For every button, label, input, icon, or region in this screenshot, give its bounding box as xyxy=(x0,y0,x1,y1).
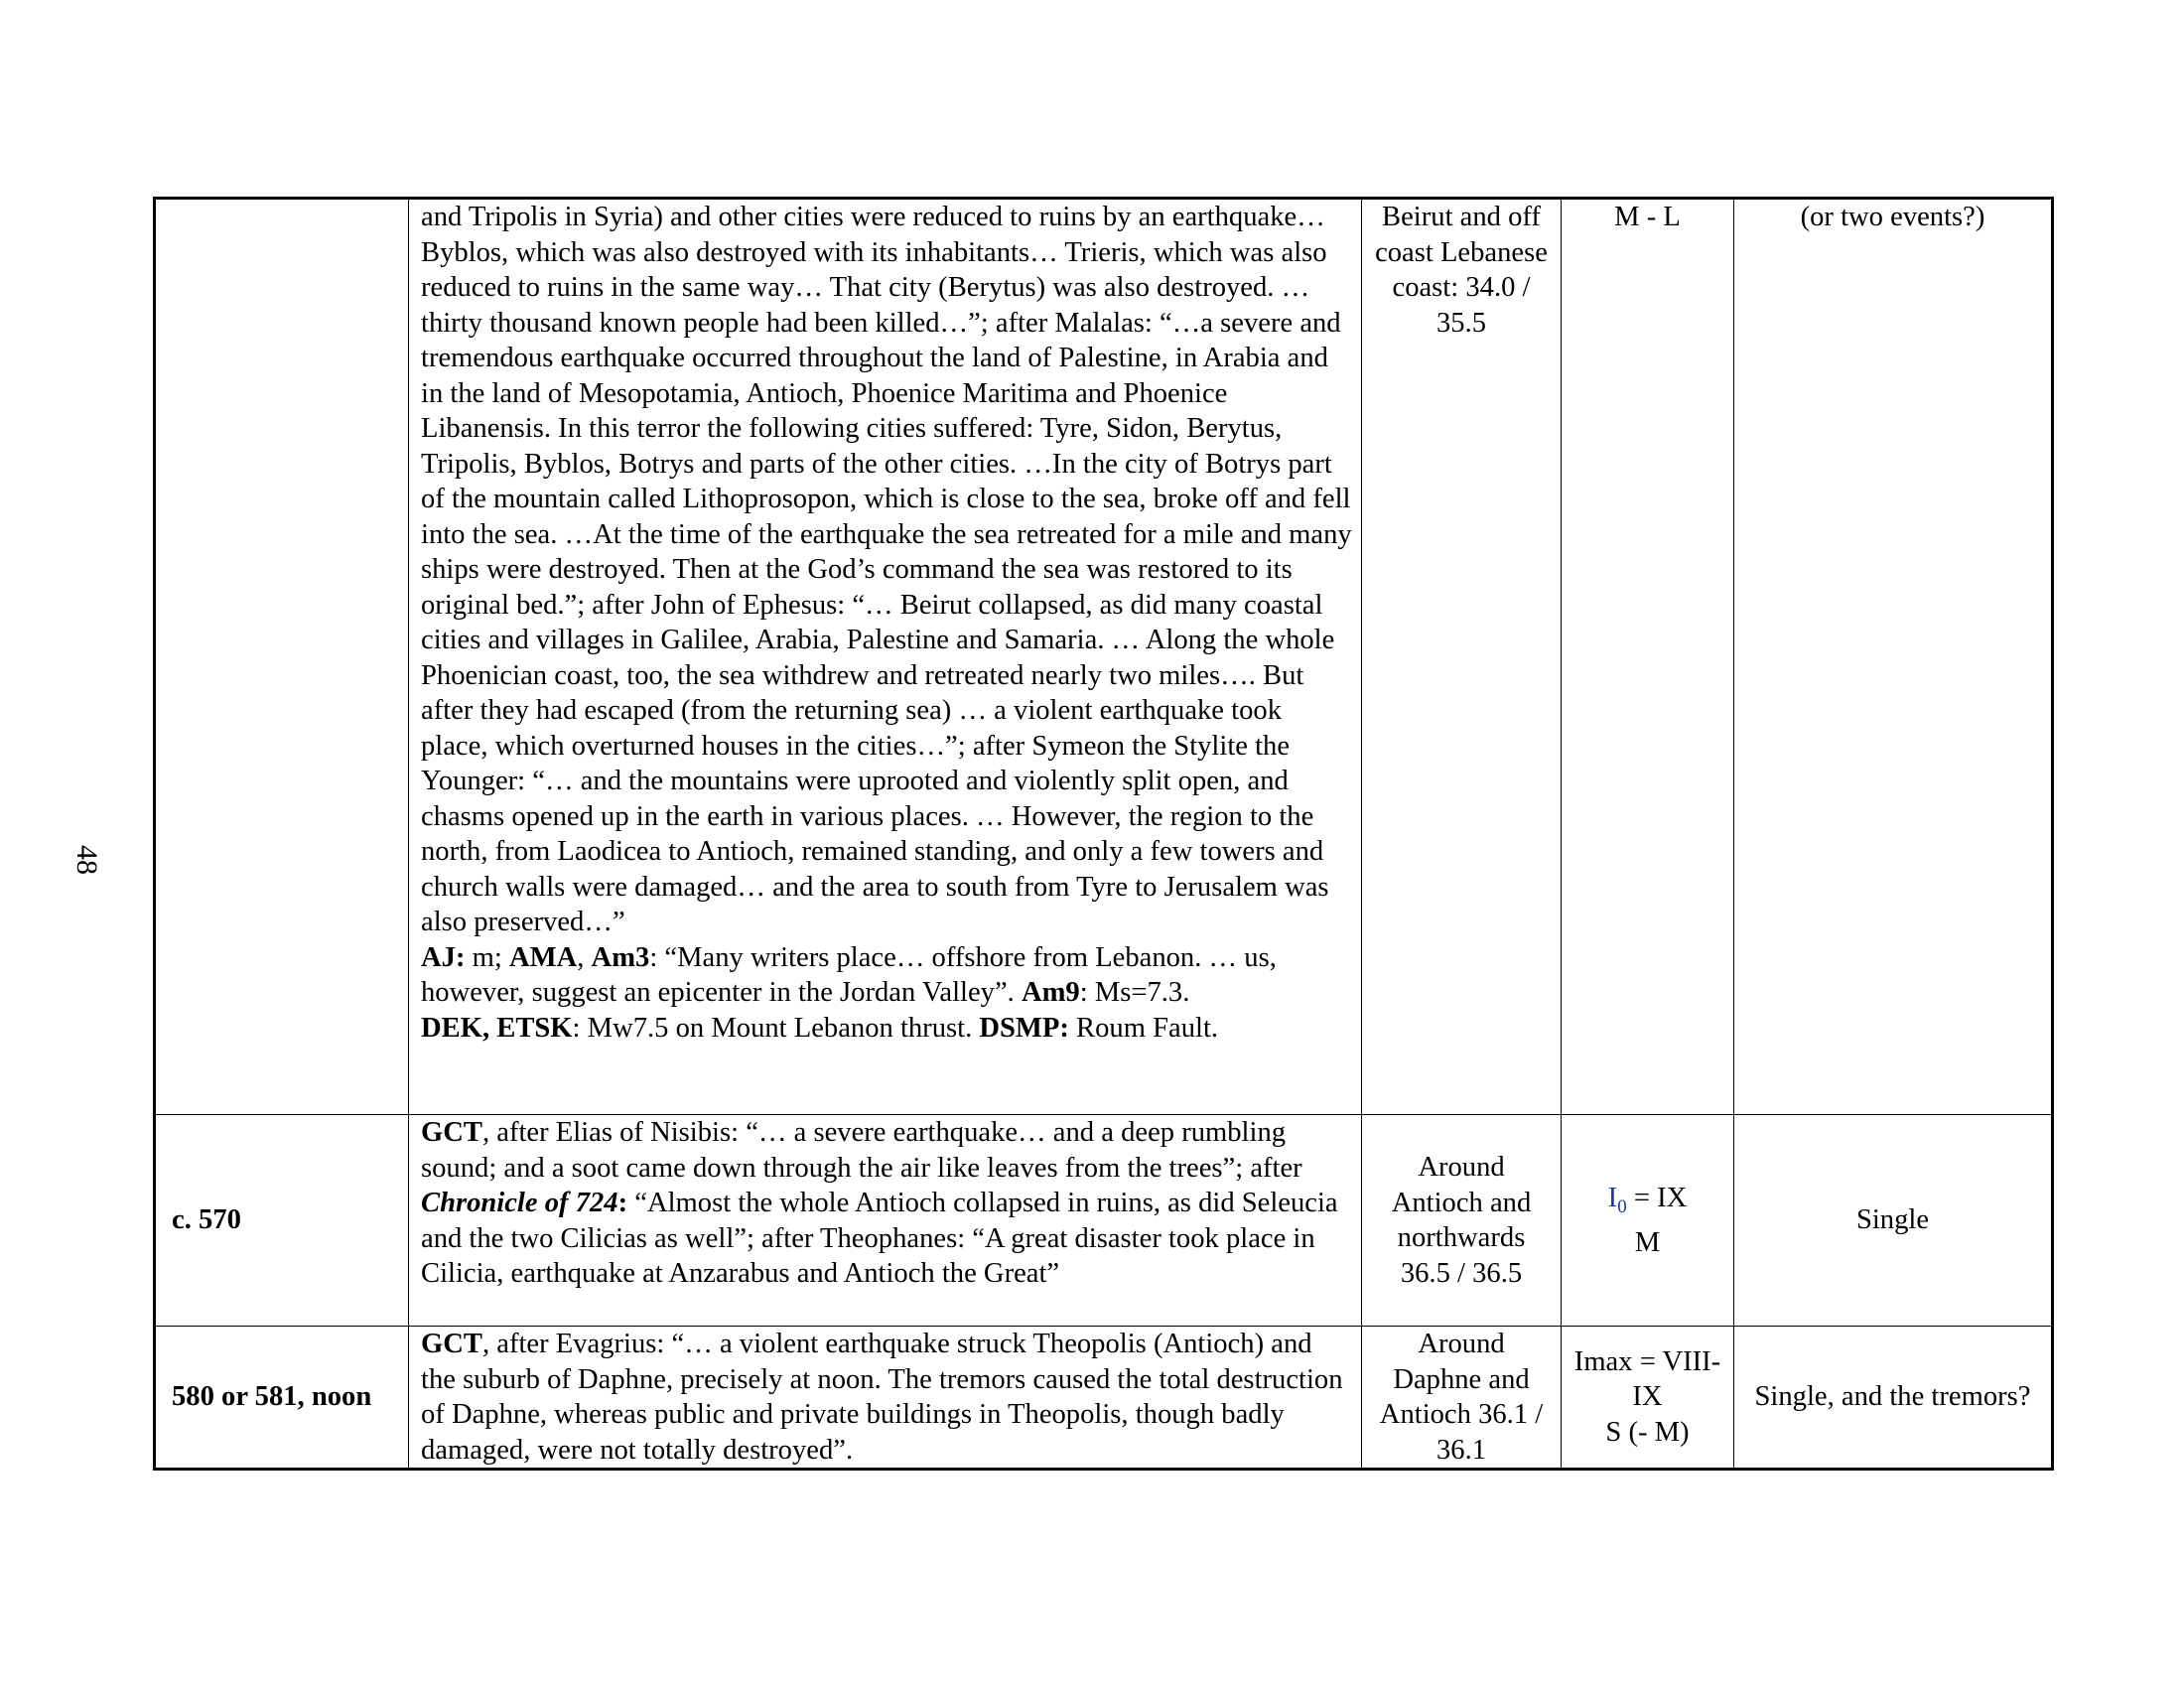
intensity-value: = IX xyxy=(1626,1183,1688,1213)
ref-am3: Am3 xyxy=(591,941,650,973)
table-row xyxy=(155,199,2053,1115)
ref-am9: Am9 xyxy=(1021,977,1080,1008)
description-text: Roum Fault. xyxy=(1068,1012,1219,1044)
description-text: : “Many writers place… offshore from Lebanon. … us, however, suggest an epicenter in the Jordan Valley”. xyxy=(421,941,1277,1008)
ref-dek-etsk: DEK, ETSK xyxy=(421,1012,573,1044)
ref-aj: AJ: xyxy=(421,941,466,973)
description-text: “Almost the whole Antioch collapsed in ruins, as did Seleucia and the two Cilicias as well”; after Theophanes: “A great disaster took place in Cilicia, earthquake at Anzarabus and Antioch the Great” xyxy=(421,1188,1338,1289)
ref-ama: AMA xyxy=(508,941,578,973)
intensity-cell: M - L xyxy=(1562,199,1734,1115)
intensity-subscript: 0 xyxy=(1617,1196,1627,1217)
description-cell xyxy=(409,1115,1362,1327)
ref-gct: GCT xyxy=(421,1117,482,1148)
description-cell xyxy=(409,1327,1362,1470)
description-text: : Ms=7.3. xyxy=(1079,977,1190,1008)
intensity-magnitude: S (- M) xyxy=(1605,1416,1690,1448)
intensity-magnitude: M xyxy=(1634,1226,1661,1258)
table-row xyxy=(155,1327,2053,1470)
ref-chronicle-724: Chronicle of 724 xyxy=(421,1188,618,1218)
description-text: , after Evagrius: “… a violent earthquake struck Theopolis (Antioch) and the suburb of Daphne, precisely at noon. The tremors caused the total destruction of Daphne, whereas public and private buildings in Theopolis, though badly damaged, were not totally destroyed”. xyxy=(421,1329,1343,1466)
date-cell: c. 570 xyxy=(155,1115,409,1327)
description-text: and Tripolis in Syria) and other cities were reduced to ruins by an earthquake… Byblos, which was also destroyed with its inhabitants… Trieris, which was also reduced to ruins in the same way… That city (Berytus) was also destroyed. …thirty thousand known people had been killed…”; after Malalas: “…a severe and tremendous earthquake occurred throughout the land of Palestine, in Arabia and in the land of Mesopotamia, Antioch, Phoenice Maritima and Phoenice Libanensis. In this terror the following cities suffered: Tyre, Sidon, Berytus, Tripolis, Byblos, Botrys and parts of the other cities. …In the city of Botrys part of the mountain called Lithoprosopon, which is close to the sea, broke off and fell into the sea. …At the time of the earthquake the sea retreated for a mile and many ships were destroyed. Then at the God’s command the sea was restored to its original bed.”; after John of Ephesus: “… Beirut collapsed, as did many coastal cities and villages in Galilee, Arabia, Palestine and Samaria. … Along the whole Phoenician coast, too, the sea withdrew and retreated nearly two miles…. But after they had escaped (from the returning sea) … a violent earthquake took place, which overturned houses in the cities…”; after Symeon the Stylite the Younger: “… and the mountains were uprooted and violently split open, and chasms opened up in the earth in various places. … However, the region to the north, from Laodicea to Antioch, remained standing, and only a few towers and church walls were damaged… and the area to south from Tyre to Jerusalem was also preserved…” xyxy=(421,202,1352,937)
intensity-cell xyxy=(1562,1115,1734,1327)
date-cell: 580 or 581, noon xyxy=(155,1327,409,1470)
location-cell: Around Antioch and northwards 36.5 / 36.5 xyxy=(1362,1115,1562,1327)
page-number: 48 xyxy=(70,845,103,875)
event-type-cell: (or two events?) xyxy=(1734,199,2053,1115)
location-cell: Beirut and off coast Lebanese coast: 34.0 / 35.5 xyxy=(1362,199,1562,1115)
intensity-cell xyxy=(1562,1327,1734,1470)
description-text: m; xyxy=(465,941,509,973)
ref-gct: GCT xyxy=(421,1329,482,1359)
description-text: : Mw7.5 on Mount Lebanon thrust. xyxy=(572,1012,980,1044)
event-type-cell: Single, and the tremors? xyxy=(1734,1327,2053,1470)
location-cell: Around Daphne and Antioch 36.1 / 36.1 xyxy=(1362,1327,1562,1470)
description-text: , after Elias of Nisibis: “… a severe earthquake… and a deep rumbling sound; and a soot came down through the air like leaves from the trees”; after xyxy=(421,1117,1302,1184)
description-text: , xyxy=(577,941,592,973)
intensity-symbol: I xyxy=(1607,1183,1618,1213)
description-cell xyxy=(409,199,1362,1115)
ref-colon: : xyxy=(617,1188,628,1218)
intensity-value: Imax = VIII-IX xyxy=(1573,1345,1721,1413)
ref-dsmp: DSMP: xyxy=(979,1012,1069,1044)
table-row xyxy=(155,1115,2053,1327)
date-cell xyxy=(155,199,409,1115)
earthquake-catalogue-table xyxy=(153,197,2054,1471)
event-type-cell: Single xyxy=(1734,1115,2053,1327)
